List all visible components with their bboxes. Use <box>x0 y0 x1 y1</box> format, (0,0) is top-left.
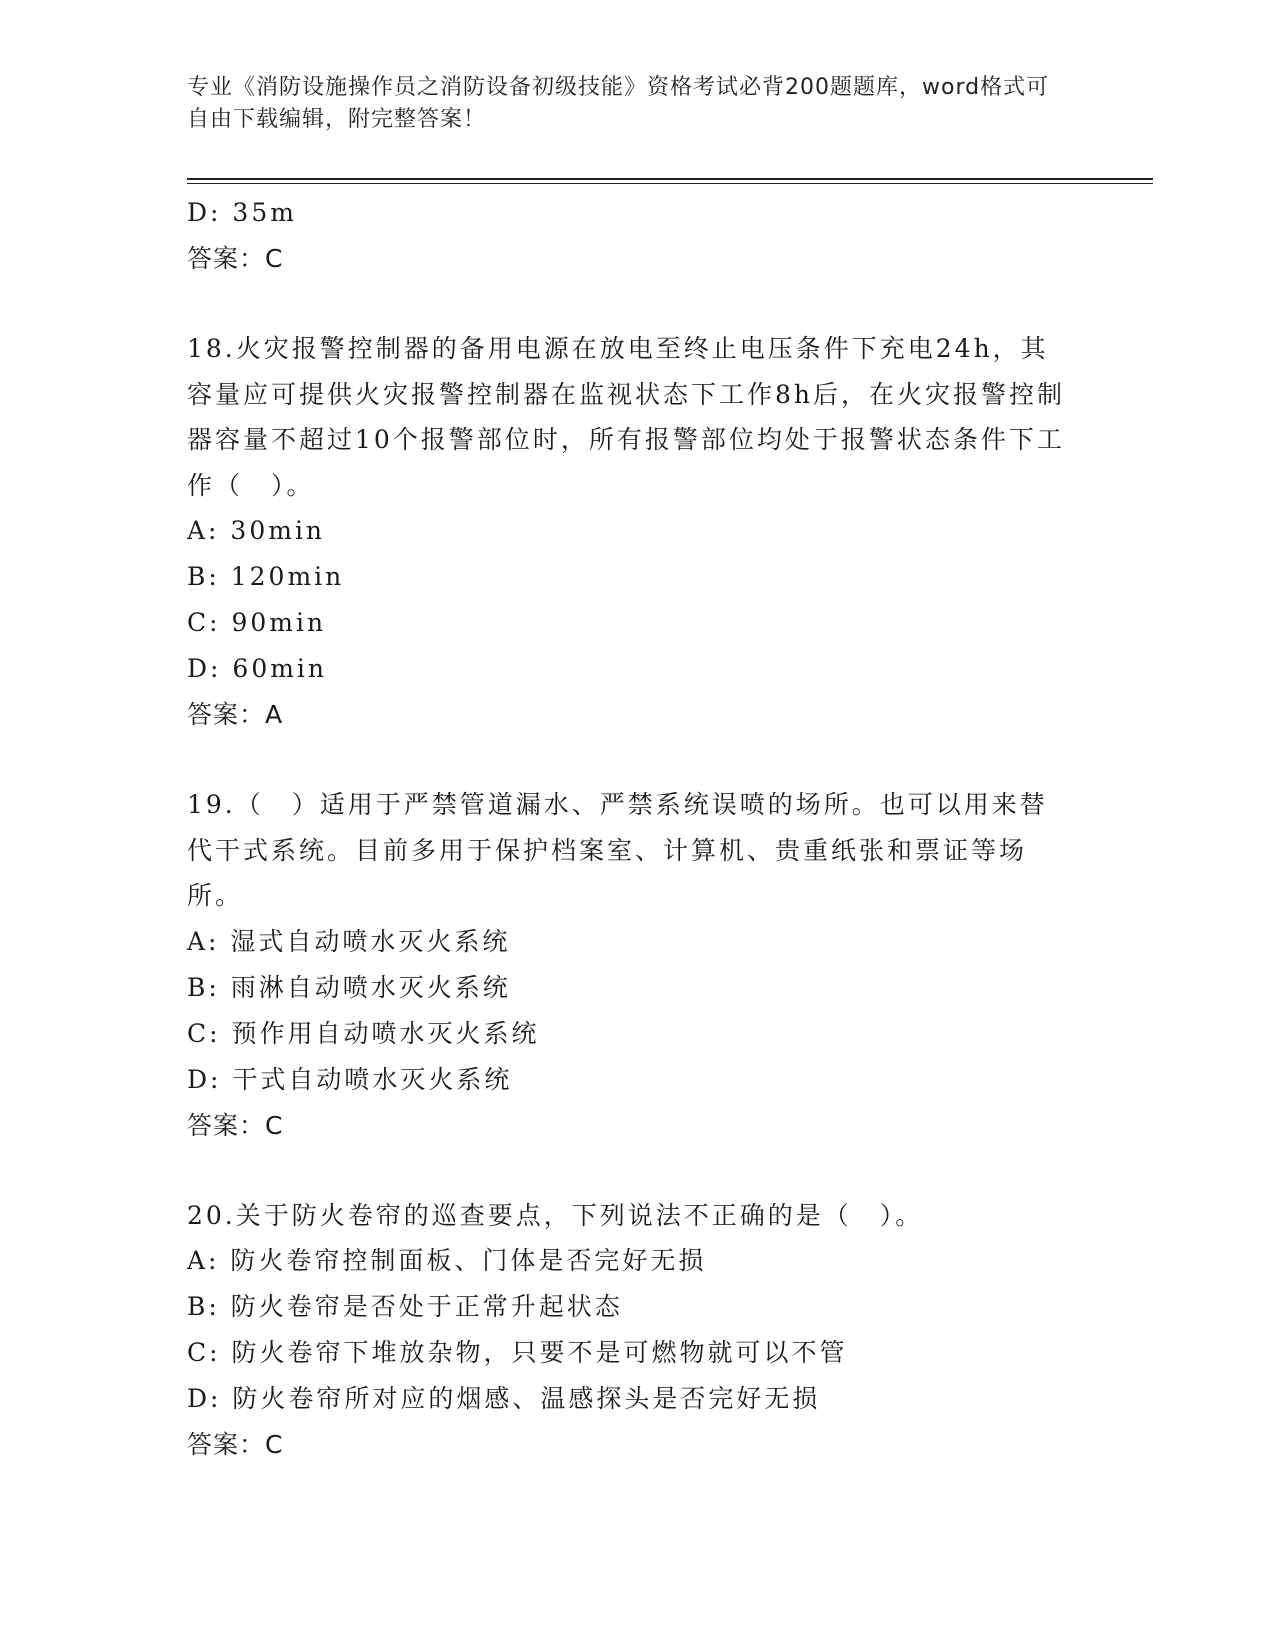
header-rule-thin <box>187 183 1153 184</box>
header-rule-thick <box>187 178 1153 180</box>
option-b: B: 雨淋自动喷水灭火系统 <box>187 972 511 1002</box>
document-header: 专业《消防设施操作员之消防设备初级技能》资格考试必背200题题库，word格式可自由下载编辑，附完整答案！ <box>187 75 1050 132</box>
option-d: D: 60min <box>187 654 328 683</box>
option-c: C: 90min <box>187 608 327 637</box>
option-b: B: 120min <box>187 562 345 591</box>
option-c: C: 防火卷帘下堆放杂物，只要不是可燃物就可以不管 <box>187 1338 848 1367</box>
question-stem: 18.火灾报警控制器的备用电源在放电至终止电压条件下充电24h，其容量应可提供火灾报警控制器在监视状态下工作8h后，在火灾报警控制器容量不超过10个报警部位时，所有报警部位均处于报警状态条件下工作（ ）。 <box>187 334 1066 500</box>
option-c: C: 预作用自动喷水灭火系统 <box>187 1018 540 1048</box>
question-stem: 19.（ ）适用于严禁管道漏水、严禁系统误喷的场所。也可以用来替代干式系统。目前多用于保护档案室、计算机、贵重纸张和票证等场所。 <box>187 790 1048 910</box>
answer-line: 答案：C <box>187 1430 284 1459</box>
option-a: A: 30min <box>187 516 326 545</box>
question-stem: 20.关于防火卷帘的巡查要点，下列说法不正确的是（ ）。 <box>187 1200 924 1230</box>
option-d: D: 35m <box>187 198 297 227</box>
answer-line: 答案：C <box>187 244 284 273</box>
question-19 <box>187 782 1087 1149</box>
option-d: D: 干式自动喷水灭火系统 <box>187 1064 513 1094</box>
previous-question-tail <box>187 190 1087 282</box>
option-a: A: 湿式自动喷水灭火系统 <box>187 926 511 956</box>
answer-line: 答案：A <box>187 700 284 729</box>
document-body <box>187 190 1087 1468</box>
answer-line: 答案：C <box>187 1110 284 1140</box>
question-18 <box>187 326 1087 738</box>
question-20 <box>187 1193 1087 1469</box>
option-a: A: 防火卷帘控制面板、门体是否完好无损 <box>187 1246 707 1275</box>
option-b: B: 防火卷帘是否处于正常升起状态 <box>187 1292 623 1321</box>
option-d: D: 防火卷帘所对应的烟感、温感探头是否完好无损 <box>187 1384 821 1413</box>
